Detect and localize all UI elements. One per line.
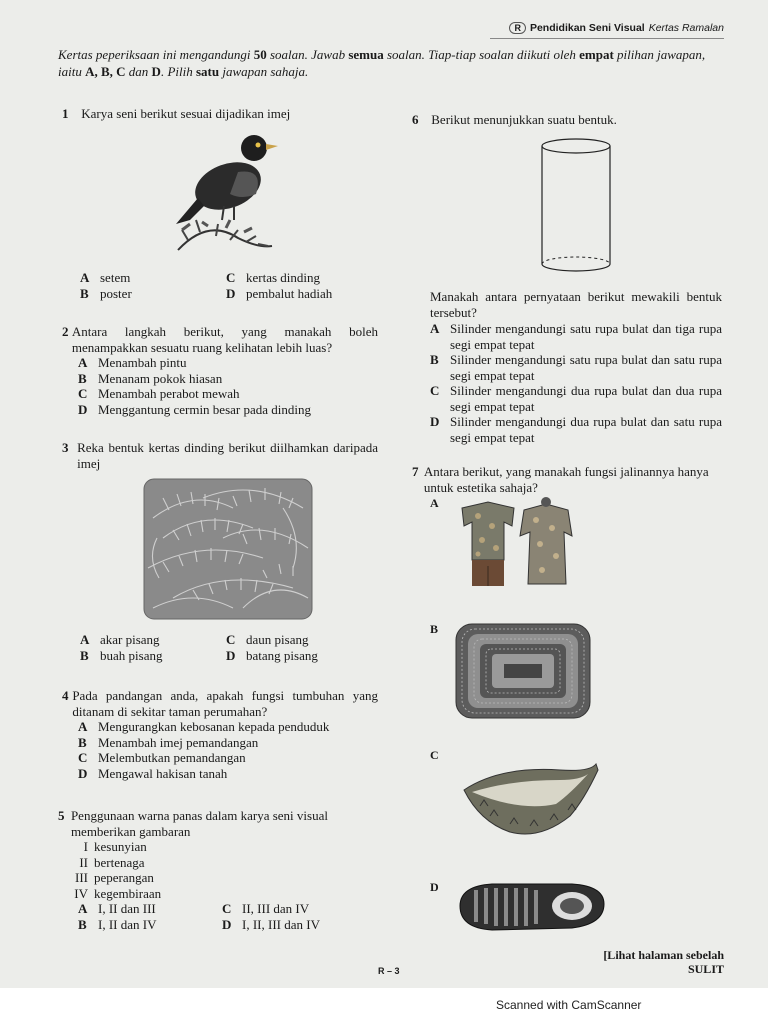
question-5: 5 Penggunaan warna panas dalam karya seni visual memberikan gambaran I kesunyian II bertenaga III peperangan IV kegembiraan A I, II dan III C II, III dan IV B I, II dan IV D I, II, III dan IV [58, 808, 378, 932]
question-3: 3 Reka bentuk kertas dinding berikut diilhamkan daripada imej [62, 440, 378, 471]
option-6c[interactable]: C Silinder mengandungi dua rupa bulat dan dua rupa segi empat tepat [430, 383, 722, 414]
option-6b[interactable]: B Silinder mengandungi satu rupa bulat dan satu rupa segi empat tepat [430, 352, 722, 383]
page-header [509, 22, 724, 34]
question-2: 2 Antara langkah berikut, yang manakah boleh menampakkan sesuatu ruang kelihatan lebih luas? A Menambah pintu B Menanam pokok hiasan C Menambah perabot mewah D Menggantung cermin besar pada dinding [62, 324, 378, 417]
sulit-mark: SULIT [687, 962, 724, 976]
option-7a-label[interactable]: A [430, 496, 439, 510]
option-2d[interactable]: D Menggantung cermin besar pada dinding [78, 401, 311, 417]
option-7d-label[interactable]: D [430, 880, 439, 894]
option-2c[interactable]: C Menambah perabot mewah [78, 386, 240, 401]
batik-shirts-image[interactable] [448, 496, 580, 592]
question-1-options [80, 270, 376, 301]
wallpaper-leaf-pattern [143, 478, 313, 620]
durian-husk-image[interactable] [460, 760, 602, 840]
question-3-options [80, 632, 376, 663]
option-4a[interactable]: A Mengurangkan kebosanan kepada penduduk [78, 719, 330, 734]
option-1a[interactable]: A setem [80, 270, 131, 285]
cylinder-diagram [538, 136, 614, 278]
option-5d[interactable]: D I, II, III dan IV [222, 916, 320, 932]
option-2a[interactable]: A Menambah pintu [78, 355, 187, 370]
subject-title: Pendidikan Seni Visual [529, 22, 645, 34]
option-1c[interactable]: C kertas dinding [226, 270, 321, 285]
question-4: 4 Pada pandangan anda, apakah fungsi tumbuhan yang ditanam di sekitar taman perumahan? A Mengurangkan kebosanan kepada penduduk B Menambah imej pemandangan C Melembutkan pemandangan D Mengawal hakisan tanah [62, 688, 378, 781]
page-footer [603, 948, 724, 976]
option-7c-label[interactable]: C [430, 748, 439, 762]
bird-artwork [168, 128, 280, 256]
option-6d[interactable]: D Silinder mengandungi dua rupa bulat dan satu rupa segi empat tepat [430, 414, 722, 445]
scanner-watermark: Scanned with CamScanner [496, 998, 642, 1012]
woven-mat-image[interactable] [454, 622, 592, 720]
option-2b[interactable]: B Menanam pokok hiasan [78, 370, 223, 386]
paper-subtitle: Kertas Ramalan [648, 22, 724, 34]
shoe-sole-image[interactable] [452, 876, 608, 936]
option-5c[interactable]: C II, III dan IV [222, 901, 310, 916]
option-4b[interactable]: B Menambah imej pemandangan [78, 734, 259, 750]
option-3d[interactable]: D batang pisang [226, 647, 318, 663]
publisher-logo: R [509, 22, 526, 34]
option-1d[interactable]: D pembalut hadiah [226, 285, 333, 301]
option-1b[interactable]: B poster [80, 285, 132, 301]
option-3a[interactable]: A akar pisang [80, 632, 160, 647]
question-6-options: Manakah antara pernyataan berikut mewakili bentuk tersebut? A Silinder mengandungi satu rupa bulat dan tiga rupa segi empat tepat B Silinder mengandungi satu rupa bulat dan satu rupa segi empat tepat C Silinder mengandungi dua rupa bulat dan dua rupa segi empat tepat D Silinder mengandungi dua rupa bulat dan satu rupa segi empat tepat [430, 289, 722, 445]
option-4c[interactable]: C Melembutkan pemandangan [78, 750, 246, 765]
option-5b[interactable]: B I, II dan IV [78, 916, 157, 932]
option-5a[interactable]: A I, II dan III [78, 901, 156, 916]
option-3c[interactable]: C daun pisang [226, 632, 309, 647]
option-4d[interactable]: D Mengawal hakisan tanah [78, 765, 228, 781]
option-3b[interactable]: B buah pisang [80, 647, 163, 663]
option-6a[interactable]: A Silinder mengandungi satu rupa bulat dan tiga rupa segi empat tepat [430, 321, 722, 352]
question-7: 7 Antara berikut, yang manakah fungsi jalinannya hanya untuk estetika sahaja? [412, 464, 709, 495]
header-divider [490, 38, 724, 39]
next-page-note: [Lihat halaman sebelah [603, 948, 724, 962]
page-number: R – 3 [378, 966, 400, 976]
instructions: Kertas peperiksaan ini mengandungi 50 soalan. Jawab semua soalan. Tiap-tiap soalan diikuti oleh empat pilihan jawapan, iaitu A, B, C dan D. Pilih satu jawapan sahaja. [58, 47, 706, 79]
question-1: 1 Karya seni berikut sesuai dijadikan imej [62, 106, 291, 121]
option-7b-label[interactable]: B [430, 622, 439, 636]
question-6: 6 Berikut menunjukkan suatu bentuk. [412, 112, 617, 127]
